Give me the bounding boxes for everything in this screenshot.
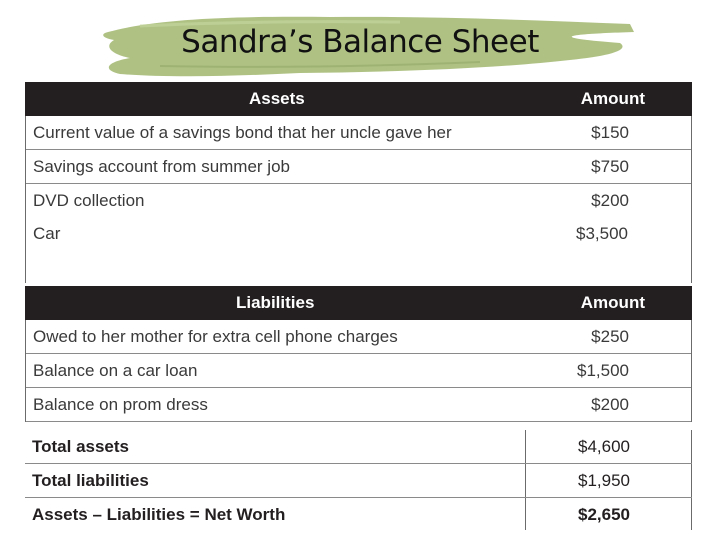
- table-row: [26, 320, 691, 354]
- row-amount: $3,500: [576, 224, 628, 243]
- assets-header-label: Assets: [249, 89, 305, 108]
- assets-table: [25, 82, 692, 283]
- table-row: [26, 116, 691, 150]
- net-worth-label: Assets – Liabilities = Net Worth: [32, 505, 286, 524]
- table-row: [26, 217, 691, 250]
- assets-header: [25, 82, 692, 116]
- liabilities-header: [25, 286, 692, 320]
- row-label: Owed to her mother for extra cell phone charges: [33, 327, 398, 346]
- row-label: Car: [33, 224, 61, 243]
- row-label: DVD collection: [33, 191, 145, 210]
- total-liabilities-label: Total liabilities: [32, 471, 149, 490]
- row-amount: $200: [591, 191, 629, 210]
- page-title: Sandra’s Balance Sheet: [181, 24, 539, 60]
- table-row: [26, 388, 691, 422]
- row-amount: $200: [591, 395, 629, 414]
- assets-amount-header: Amount: [580, 89, 645, 108]
- totals-table: [25, 430, 692, 531]
- table-row: [25, 498, 692, 531]
- total-liabilities-amount: $1,950: [578, 471, 630, 490]
- row-label: Current value of a savings bond that her uncle gave her: [33, 123, 452, 142]
- row-amount: $1,500: [577, 361, 629, 380]
- net-worth-amount: $2,650: [578, 505, 630, 524]
- row-amount: $750: [591, 157, 629, 176]
- liabilities-header-label: Liabilities: [236, 293, 315, 312]
- table-row: [25, 430, 692, 464]
- assets-rows: [25, 116, 692, 250]
- section-spacer: [25, 250, 692, 283]
- table-row: [26, 184, 691, 217]
- row-label: Balance on a car loan: [33, 361, 198, 380]
- liabilities-table: [25, 286, 692, 422]
- table-row: [26, 150, 691, 184]
- table-row: [25, 464, 692, 498]
- row-label: Balance on prom dress: [33, 395, 208, 414]
- title-banner: [100, 10, 640, 80]
- total-assets-amount: $4,600: [578, 437, 630, 456]
- liabilities-amount-header: Amount: [580, 293, 645, 312]
- table-row: [26, 354, 691, 388]
- total-assets-label: Total assets: [32, 437, 130, 456]
- row-amount: $250: [591, 327, 629, 346]
- row-label: Savings account from summer job: [33, 157, 290, 176]
- liabilities-rows: [25, 320, 692, 422]
- row-amount: $150: [591, 123, 629, 142]
